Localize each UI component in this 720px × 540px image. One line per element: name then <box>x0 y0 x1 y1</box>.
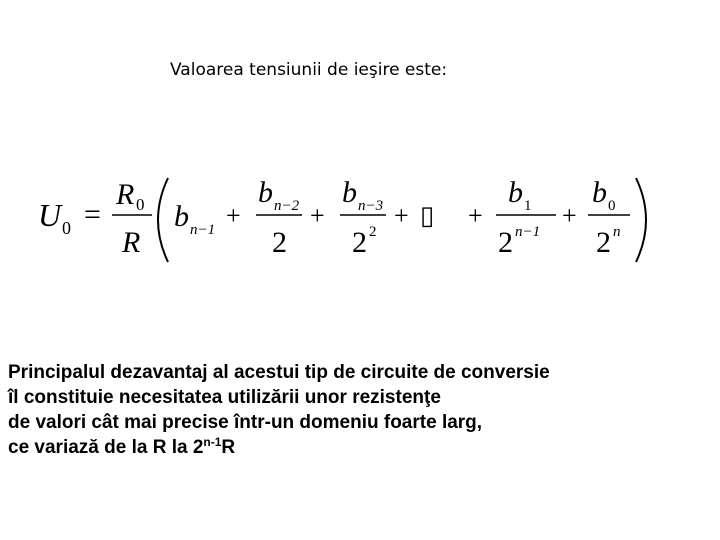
term5-numerator-subscript: 0 <box>608 198 616 214</box>
lhs-subscript: 0 <box>62 218 71 238</box>
formula-svg <box>36 170 656 270</box>
paragraph-line-4 <box>8 435 714 460</box>
paragraph-line-2: îl constituie necesitatea utilizării unor rezistenţe <box>8 387 441 408</box>
term4-numerator-subscript: 1 <box>524 198 532 214</box>
paragraph-line-3: de valori cât mai precise într-un domeniu foarte larg, <box>8 412 483 433</box>
term2-numerator: b <box>258 176 273 209</box>
paragraph-line-4-suffix: R <box>221 437 236 458</box>
term5-numerator: b <box>592 176 607 209</box>
term3-denominator-exponent: 2 <box>369 224 377 240</box>
paragraph-line-4-prefix: ce variază de la R la 2 <box>8 437 204 458</box>
term4-denominator-exponent: n−1 <box>515 224 541 240</box>
term3-denominator: 2 <box>352 226 367 259</box>
term2-denominator: 2 <box>272 226 287 259</box>
term4-denominator: 2 <box>498 226 513 259</box>
term1-subscript: n−1 <box>190 222 216 238</box>
fraction-denominator: R <box>122 226 141 259</box>
plus-sign-2: + <box>310 201 325 230</box>
ellipsis-placeholder: ▯ <box>420 201 435 230</box>
plus-sign-1: + <box>226 201 241 230</box>
disadvantage-paragraph <box>8 360 714 460</box>
output-voltage-formula <box>36 170 656 270</box>
term1-symbol: b <box>174 200 189 233</box>
right-parenthesis <box>636 178 646 262</box>
term2-numerator-subscript: n−2 <box>274 198 300 214</box>
left-parenthesis <box>158 178 168 262</box>
fraction-numerator-subscript: 0 <box>136 195 145 214</box>
plus-sign-3: + <box>394 201 409 230</box>
term3-numerator: b <box>342 176 357 209</box>
term3-numerator-subscript: n−3 <box>358 198 384 214</box>
paragraph-line-1: Principalul dezavantaj al acestui tip de circuite de conversie <box>8 362 550 383</box>
lhs-symbol: U <box>38 197 62 233</box>
plus-sign-4: + <box>468 201 483 230</box>
term4-numerator: b <box>508 176 523 209</box>
equals-sign: = <box>84 198 101 231</box>
plus-sign-5: + <box>562 201 577 230</box>
formula-heading: Valoarea tensiunii de ieşire este: <box>170 60 448 80</box>
term5-denominator: 2 <box>596 226 611 259</box>
exponent-superscript: n-1 <box>203 435 222 449</box>
fraction-numerator: R <box>116 178 135 211</box>
term5-denominator-exponent: n <box>613 224 621 240</box>
